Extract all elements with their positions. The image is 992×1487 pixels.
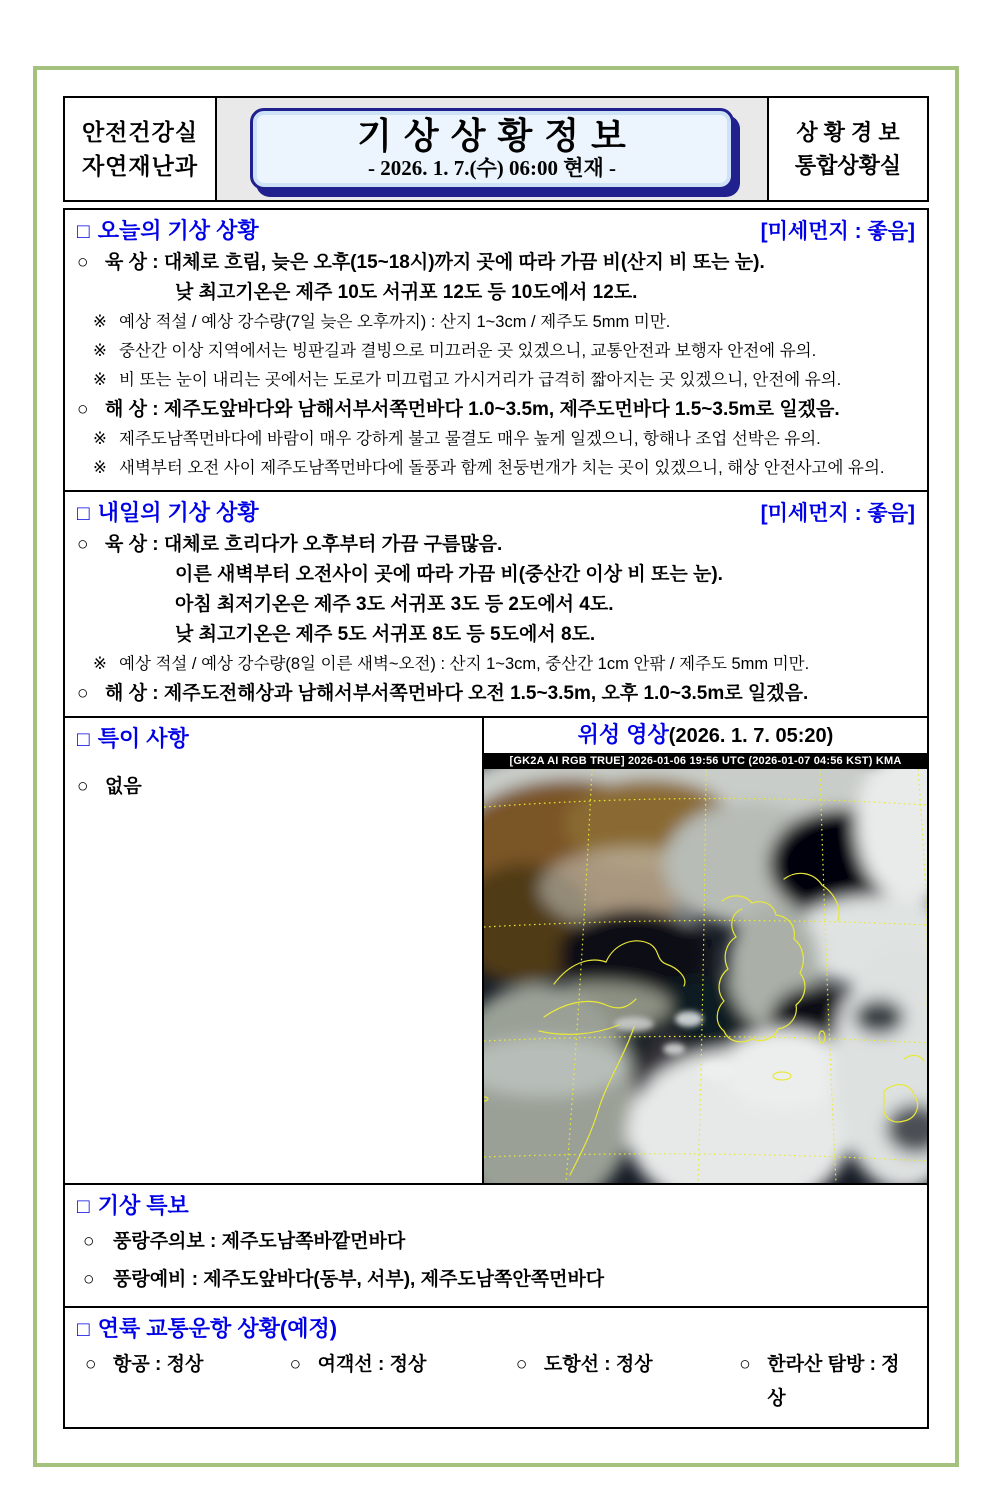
section-warnings-header [77, 1190, 915, 1223]
section-warnings-title: 기상 특보 [97, 1193, 189, 1218]
satellite-datetime: (2026. 1. 7. 05:20) [668, 725, 834, 747]
traffic-item-ferry-text: 여객선 : 정상 [317, 1354, 427, 1375]
title-badge [250, 108, 734, 189]
today-sea-note-1 [77, 425, 915, 454]
section-special-header [77, 723, 470, 756]
today-note-1 [77, 308, 915, 337]
circle-bullet-icon: ○ [83, 1231, 95, 1252]
header-title-cell [215, 96, 769, 202]
satellite-column [482, 718, 927, 1183]
circle-bullet-icon: ○ [77, 252, 89, 273]
tomorrow-dust-status: [미세먼지 : 좋음] [760, 502, 915, 525]
circle-bullet-icon: ○ [77, 399, 89, 420]
today-note-2 [77, 337, 915, 366]
satellite-caption: [GK2A AI RGB TRUE] 2026-01-06 19:56 UTC (2026-01-07 04:56 KST) KMA [484, 753, 927, 769]
header-office [767, 96, 929, 202]
report-page [33, 66, 959, 1467]
asterisk-icon: ※ [93, 459, 107, 477]
department-line1: 안전건강실 [81, 118, 199, 145]
tomorrow-land-cont-1: 이른 새벽부터 오전사이 곳에 따라 가끔 비(중산간 이상 비 또는 눈). [175, 564, 723, 585]
section-warnings [63, 1183, 929, 1308]
asterisk-icon: ※ [93, 313, 107, 331]
satellite-title-line [484, 718, 927, 753]
circle-bullet-icon: ○ [77, 534, 89, 555]
asterisk-icon: ※ [93, 371, 107, 389]
today-sea-note-1-text: 제주도남쪽먼바다에 바람이 매우 강하게 불고 물결도 매우 높게 일겠으니, 항해나 조업 선박은 유의. [119, 430, 821, 448]
traffic-item-ferry [290, 1348, 516, 1416]
special-item-line [77, 772, 470, 802]
traffic-status-row [85, 1348, 915, 1416]
section-today [63, 208, 929, 492]
section-traffic-header [77, 1313, 915, 1346]
special-notes-column [65, 718, 482, 1183]
tomorrow-land-text: 육 상 : 대체로 흐리다가 오후부터 가끔 구름많음. [105, 534, 503, 555]
asterisk-icon: ※ [93, 655, 107, 673]
today-note-1-text: 예상 적설 / 예상 강수량(7일 늦은 오후까지) : 산지 1~3cm / 제주도 5mm 미만. [119, 313, 671, 331]
circle-bullet-icon: ○ [83, 1269, 95, 1290]
section-tomorrow-header [77, 497, 915, 530]
today-sea-text: 해 상 : 제주도앞바다와 남해서부서쪽먼바다 1.0~3.5m, 제주도먼바다 1.5~3.5m로 일겠음. [105, 399, 840, 420]
today-sea-note-2 [77, 454, 915, 483]
section-bullet-icon: □ [77, 502, 90, 525]
satellite-title: 위성 영상 [577, 722, 669, 747]
section-special-satellite [63, 716, 929, 1185]
header-department [63, 96, 217, 202]
circle-bullet-icon: ○ [289, 1354, 302, 1375]
asterisk-icon: ※ [93, 430, 107, 448]
office-line1: 상 황 경 보 [796, 120, 900, 145]
today-note-3-text: 비 또는 눈이 내리는 곳에서는 도로가 미끄럽고 가시거리가 급격히 짧아지는 곳 있겠으니, 안전에 유의. [119, 371, 842, 389]
section-traffic [63, 1306, 929, 1429]
report-datetime: - 2026. 1. 7.(수) 06:00 현재 - [367, 155, 617, 180]
today-dust-status: [미세먼지 : 좋음] [760, 220, 915, 243]
traffic-item-island-boat [516, 1348, 739, 1416]
circle-bullet-icon: ○ [85, 1354, 97, 1375]
section-tomorrow-title: 내일의 기상 상황 [97, 500, 259, 525]
asterisk-icon: ※ [93, 342, 107, 360]
today-land-text: 육 상 : 대체로 흐림, 늦은 오후(15~18시)까지 곳에 따라 가끔 비(산지 비 또는 눈). [105, 252, 765, 273]
circle-bullet-icon: ○ [77, 683, 89, 704]
traffic-item-hallasan [739, 1348, 915, 1416]
section-bullet-icon: □ [77, 220, 90, 243]
traffic-item-air [85, 1348, 290, 1416]
circle-bullet-icon: ○ [77, 776, 89, 797]
traffic-item-island-boat-text: 도항선 : 정상 [543, 1354, 653, 1375]
circle-bullet-icon: ○ [739, 1354, 751, 1375]
section-bullet-icon: □ [77, 1318, 90, 1341]
office-line2: 통합상황실 [794, 153, 902, 178]
today-land-line [77, 248, 915, 278]
today-sea-line [77, 395, 915, 425]
today-sea-note-2-text: 새벽부터 오전 사이 제주도남쪽먼바다에 돌풍과 함께 천둥번개가 치는 곳이 있겠으니, 해상 안전사고에 유의. [119, 459, 885, 477]
tomorrow-note [77, 650, 915, 679]
warning-item-1-text: 풍랑주의보 : 제주도남쪽바깥먼바다 [113, 1231, 406, 1252]
today-land-cont: 낮 최고기온은 제주 10도 서귀포 12도 등 10도에서 12도. [175, 282, 638, 303]
report-title: 기 상 상 황 정 보 [357, 115, 627, 157]
report-header [63, 96, 929, 202]
department-line2: 자연재난과 [81, 153, 199, 179]
tomorrow-land-line [77, 530, 915, 560]
special-item-text: 없음 [105, 776, 142, 797]
tomorrow-note-text: 예상 적설 / 예상 강수량(8일 이른 새벽~오전) : 산지 1~3cm, 중산간 1cm 안팎 / 제주도 5mm 미만. [119, 655, 810, 673]
section-special-title: 특이 사항 [97, 726, 189, 751]
satellite-image-graphic [484, 769, 927, 1183]
tomorrow-land-cont-2: 아침 최저기온은 제주 3도 서귀포 3도 등 2도에서 4도. [175, 594, 614, 615]
warning-item-2-text: 풍랑예비 : 제주도앞바다(동부, 서부), 제주도남쪽안쪽먼바다 [113, 1269, 605, 1290]
warning-item-2 [77, 1261, 915, 1299]
today-note-2-text: 중산간 이상 지역에서는 빙판길과 결빙으로 미끄러운 곳 있겠으니, 교통안전과 보행자 안전에 유의. [119, 342, 817, 360]
tomorrow-sea-line [77, 679, 915, 709]
section-bullet-icon: □ [77, 728, 90, 751]
section-traffic-title: 연륙 교통운항 상황(예정) [97, 1316, 338, 1341]
tomorrow-land-cont-3: 낮 최고기온은 제주 5도 서귀포 8도 등 5도에서 8도. [175, 624, 596, 645]
section-today-title: 오늘의 기상 상황 [97, 218, 259, 243]
circle-bullet-icon: ○ [515, 1354, 528, 1375]
section-tomorrow [63, 490, 929, 718]
tomorrow-sea-text: 해 상 : 제주도전해상과 남해서부서쪽먼바다 오전 1.5~3.5m, 오후 1.0~3.5m로 일겠음. [105, 683, 809, 704]
satellite-image [484, 769, 927, 1183]
traffic-item-hallasan-text: 한라산 탐방 : 정상 [767, 1354, 900, 1409]
section-today-header [77, 215, 915, 248]
today-note-3 [77, 366, 915, 395]
traffic-item-air-text: 항공 : 정상 [113, 1354, 204, 1375]
warning-item-1 [77, 1223, 915, 1261]
section-bullet-icon: □ [77, 1195, 90, 1218]
